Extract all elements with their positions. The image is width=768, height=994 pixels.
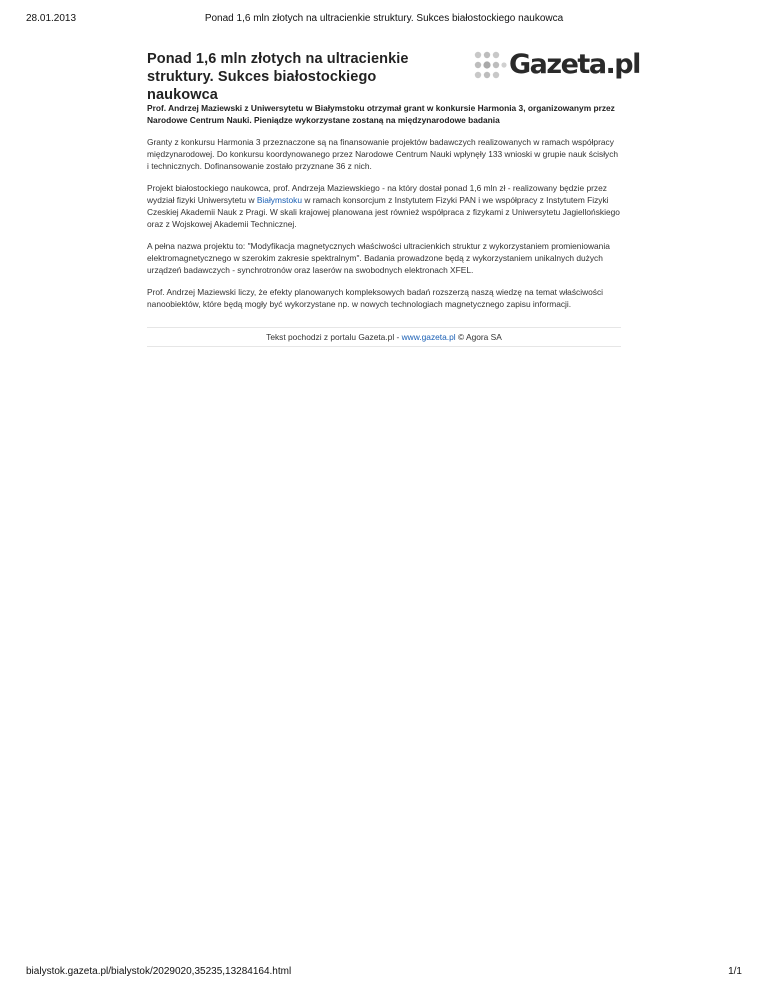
- paragraph-4: Prof. Andrzej Maziewski liczy, że efekty planowanych kompleksowych badań rozszerzą naszą wiedzę na temat właściwości nanoobiektów, które będą mogły być wykorzystane np. w nowych technologiach magnetycznego zapisu informacji.: [147, 287, 604, 309]
- article-lead: Prof. Andrzej Maziewski z Uniwersytetu w Białymstoku otrzymał grant w konkursie Harmonia 3, organizowanym przez Narodowe Centrum Nauki. Pieniądze wykorzystane zostaną na międzynarodowe badania: [147, 103, 615, 125]
- logo-dots-icon: [473, 50, 507, 80]
- paragraph-2: [147, 182, 621, 230]
- source-text-before: Tekst pochodzi z portalu Gazeta.pl -: [266, 332, 402, 342]
- paragraph-2-text-after: w ramach konsorcjum z Instytutem Fizyki PAN i we współpracy z Instytutem Fizyki Czeskiej Akademii Nauk z Pragi. W skali krajowej planowana jest również współpraca z fizykami z Uniwersytetu Jagiellońskiego oraz z Wojskowej Akademii Technicznej.: [147, 195, 620, 229]
- print-date: 28.01.2013: [26, 13, 77, 24]
- headline-row: [147, 49, 640, 103]
- source-text-after: © Agora SA: [455, 332, 502, 342]
- gazeta-logo: [473, 49, 640, 80]
- article: [147, 49, 640, 310]
- print-title: Ponad 1,6 mln złotych na ultracienkie struktury. Sukces białostockiego naukowca: [204, 13, 564, 24]
- source-note: [147, 327, 621, 347]
- paragraph-3: A pełna nazwa projektu to: "Modyfikacja magnetycznych właściwości ultracienkich struktur z wykorzystaniem promieniowania elektromagnetycznego w szerokim zakresie spektralnym". Badania prowadzone będą z wykorzystaniem unikalnych dużych urządzeń badawczych - synchrotronów oraz laserów na swobodnych elektronach XFEL.: [147, 241, 610, 275]
- paragraph-1: Granty z konkursu Harmonia 3 przeznaczone są na finansowanie projektów badawczych realizowanych w ramach współpracy międzynarodowej. Do konkursu koordynowanego przez Narodowe Centrum Nauki wpłynęły 133 wnioski w grupie nauk ścisłych i technicznych. Dofinansowanie zostało przyznane 36 z nich.: [147, 137, 619, 171]
- article-headline: Ponad 1,6 mln złotych na ultracienkie struktury. Sukces białostockiego naukowca: [147, 51, 409, 103]
- print-header: [0, 13, 768, 27]
- print-footer: [0, 966, 768, 980]
- paragraph-2-text-before: Projekt białostockiego naukowca, prof. Andrzeja Maziewskiego - na który dostał ponad 1,6 mln zł - realizowany będzie przez wydział fizyki Uniwersytetu w: [147, 183, 607, 205]
- bialystok-link[interactable]: Białymstoku: [256, 195, 302, 205]
- print-url: bialystok.gazeta.pl/bialystok/2029020,35235,13284164.html: [26, 966, 292, 977]
- logo-wordmark: Gazeta.pl: [509, 49, 640, 80]
- print-page-number: 1/1: [728, 966, 742, 977]
- gazeta-link[interactable]: www.gazeta.pl: [401, 332, 456, 342]
